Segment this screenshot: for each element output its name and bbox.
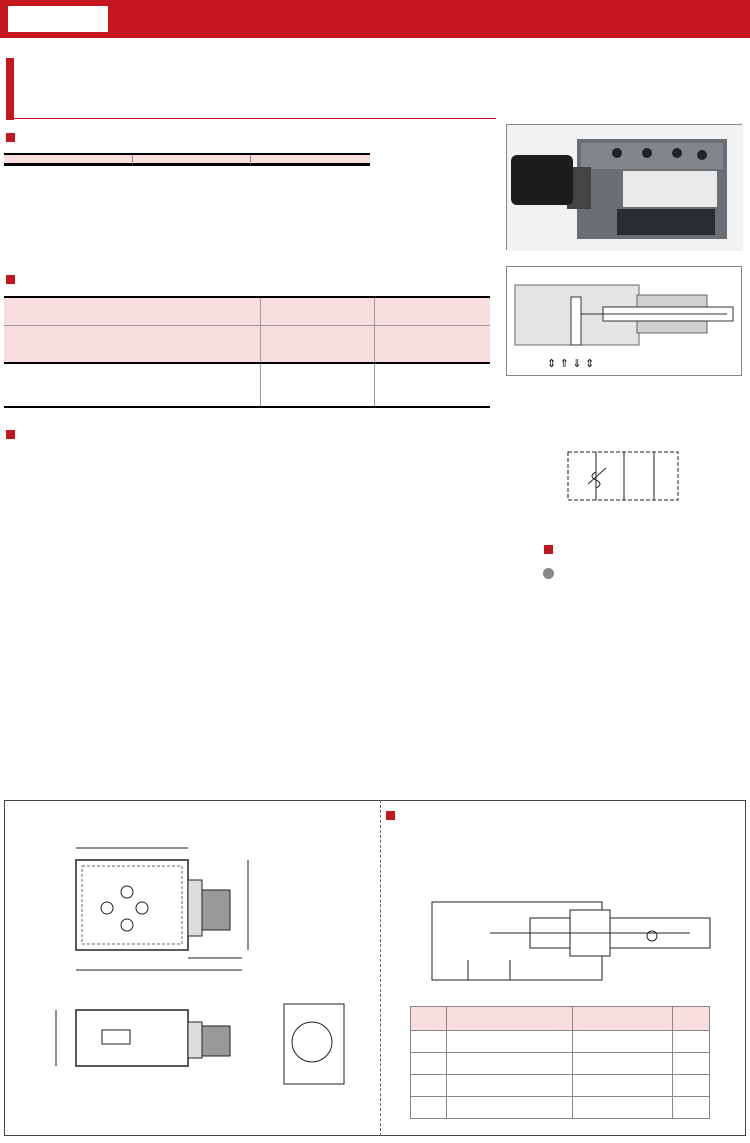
balloon-row bbox=[416, 860, 716, 880]
brand-logo bbox=[8, 6, 108, 32]
col-pressure bbox=[132, 154, 250, 164]
product-photo bbox=[506, 124, 742, 250]
seals-heading bbox=[386, 808, 400, 824]
table-row bbox=[411, 1075, 710, 1097]
params-table bbox=[4, 153, 370, 166]
model-table bbox=[4, 296, 490, 408]
usage-heading bbox=[544, 542, 558, 558]
seal-section-drawing bbox=[430, 880, 720, 990]
chart1-plot bbox=[56, 470, 256, 612]
table-row bbox=[4, 164, 370, 165]
table-row bbox=[411, 1031, 710, 1053]
seal-table bbox=[410, 1006, 710, 1119]
chart3-plot bbox=[304, 520, 540, 790]
jis-symbol bbox=[566, 450, 680, 504]
top-banner bbox=[0, 0, 750, 38]
title-accent-bar bbox=[6, 58, 14, 120]
col-flow bbox=[250, 154, 370, 164]
params-heading bbox=[6, 130, 20, 146]
svg-text:⇕ ⇑ ⇓ ⇕: ⇕ ⇑ ⇓ ⇕ bbox=[547, 357, 595, 370]
dimension-drawing bbox=[12, 830, 372, 1120]
table-row bbox=[411, 1053, 710, 1075]
title-divider bbox=[6, 118, 496, 119]
chart2-plot bbox=[56, 650, 256, 792]
frame-divider bbox=[380, 800, 381, 1136]
section-drawing bbox=[506, 266, 742, 376]
col-model bbox=[4, 154, 132, 164]
char-heading bbox=[6, 427, 20, 443]
bullet-icon bbox=[543, 568, 554, 579]
model-heading bbox=[6, 272, 20, 288]
table-row bbox=[411, 1097, 710, 1119]
